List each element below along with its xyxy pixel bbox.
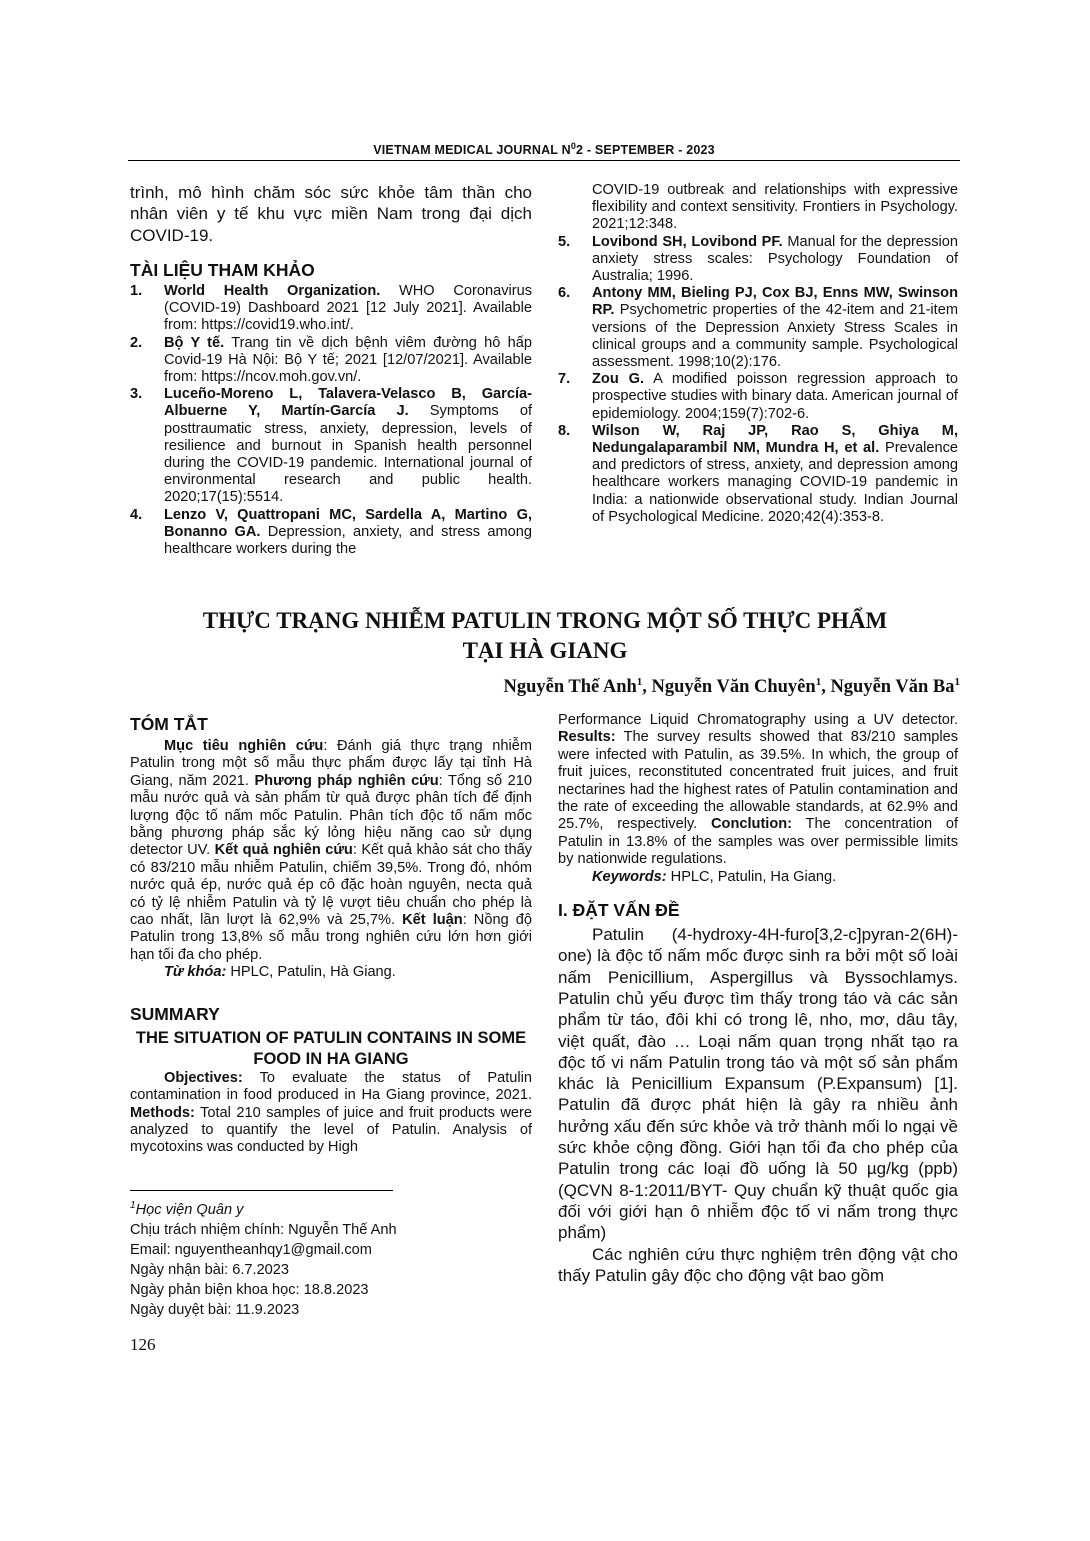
article-title-line-1: THỰC TRẠNG NHIỄM PATULIN TRONG MỘT SỐ THỰC PHẨM: [202, 608, 888, 633]
prev-article-right-column: [558, 182, 958, 526]
intro-heading: I. ĐẶT VẤN ĐỀ: [558, 900, 680, 921]
vn-methods-label: Phương pháp nghiên cứu: [254, 772, 439, 789]
reference-text: Trang tin về dịch bệnh viêm đường hô hấp Covid-19 Hà Nội: Bộ Y tế; 2021 [12/07/2021]. Available from: https://ncov.moh.gov.vn/.: [164, 334, 532, 385]
vn-abstract-body: [130, 738, 532, 964]
reference-authors: Bộ Y tế.: [164, 334, 225, 351]
en-conclusion-text: The concentration of Patulin in 13.8% of the samples was over permissible limits by nationwide regulations.: [558, 816, 958, 868]
en-methods-label: Methods:: [130, 1104, 195, 1121]
running-header: [128, 140, 960, 157]
vn-keywords: [130, 964, 532, 981]
en-results-label: Results:: [558, 729, 616, 746]
article-left-column: [130, 714, 532, 1157]
reference-text: Prevalence and predictors of stress, anxiety, and depression among healthcare workers managing COVID-19 pandemic in India: a nationwide observational study. Indian Journal of Psychological Medicine. 2020;42(4):353-8.: [592, 440, 958, 525]
reference-text: WHO Coronavirus (COVID-19) Dashboard 2021 [12 July 2021]. Available from: https://covid19.who.int/.: [164, 282, 533, 334]
footnote-email: Email: nguyentheanhqy1@gmail.com: [130, 1242, 372, 1258]
author-affiliation-sup: 1: [636, 675, 643, 688]
footnote-corresponding: Chịu trách nhiệm chính: Nguyễn Thế Anh: [130, 1222, 397, 1238]
article-title-line-2: TẠI HÀ GIANG: [462, 638, 628, 663]
reference-item: [558, 371, 958, 423]
article-authors: [503, 677, 960, 698]
reference-number: 4.: [130, 506, 143, 523]
en-methods-continued: Performance Liquid Chromatography using a UV detector.: [558, 712, 958, 728]
summary-title: THE SITUATION OF PATULIN CONTAINS IN SOME FOOD IN HA GIANG: [135, 1028, 527, 1068]
journal-issue: 2 - SEPTEMBER - 2023: [576, 143, 715, 157]
prev-article-continuation: trình, mô hình chăm sóc sức khỏe tâm thần cho nhân viên y tế khu vực miền Nam trong đại dịch COVID-19.: [130, 183, 532, 245]
summary-body-part-2: [558, 712, 958, 869]
reference-authors: Lovibond SH, Lovibond PF.: [592, 233, 783, 250]
reference-number: 5.: [558, 233, 571, 250]
vn-objective-label: Mục tiêu nghiên cứu: [164, 738, 324, 754]
reference-item: [130, 335, 532, 387]
footnote: [130, 1200, 530, 1320]
reference-item: [558, 285, 958, 371]
reference-authors: Lenzo V, Quattropani MC, Sardella A, Martino G, Bonanno GA.: [164, 506, 532, 540]
reference-number: 3.: [130, 386, 143, 403]
footnote-affiliation-text: Học viện Quân y: [135, 1202, 244, 1218]
reference-item: [130, 283, 532, 335]
reference-text: Psychometric properties of the 42-item and 21-item versions of the Depression Anxiety Stress Scales in clinical groups and a community sample. Psychological assessment. 1998;10(2):176.: [592, 302, 958, 371]
footnote-received: Ngày nhận bài: 6.7.2023: [130, 1262, 290, 1278]
reference-item: [558, 423, 958, 526]
author-name: Nguyễn Văn Chuyên: [651, 677, 816, 697]
reference-authors: Luceño-Moreno L, Talavera-Velasco B, García-Albuerne Y, Martín-García J.: [164, 386, 532, 420]
footnote-aff-sup: 1: [130, 1200, 136, 1212]
author-affiliation-sup: 1: [954, 675, 960, 688]
vn-results-label: Kết quả nghiên cứu: [214, 842, 353, 859]
author-separator: ,: [821, 677, 831, 697]
vn-conclusion-label: Kết luận: [402, 912, 463, 929]
vn-methods-text: : Tổng số 210 mẫu nước quả và sản phẩm từ quả được phân tích để định lượng độc tố nấm mốc Patulin. Phân tích độc tố nấm mốc bằng phương pháp sắc ký lỏng hiệu năng cao sử dụng detector UV.: [130, 772, 533, 859]
author-name: Nguyễn Văn Ba: [830, 677, 955, 697]
footnote-reviewed: Ngày phản biện khoa học: 18.8.2023: [130, 1282, 369, 1298]
reference-item: [558, 234, 958, 286]
en-methods-text: Total 210 samples of juice and fruit products were analyzed to quantify the level of Patulin. Analysis of mycotoxins was conducted by High: [130, 1104, 532, 1156]
reference-text: Depression, anxiety, and stress among healthcare workers during the: [164, 523, 532, 557]
article-right-column: [558, 712, 958, 1286]
vn-abstract-heading: TÓM TẮT: [130, 714, 208, 734]
reference-text: A modified poisson regression approach to prospective studies with binary data. American journal of epidemiology. 2004;159(7):702-6.: [592, 371, 958, 422]
en-keywords-label: Keywords:: [592, 868, 667, 885]
reference-text: Symptoms of posttraumatic stress, anxiety, depression, levels of resilience and burnout in Spanish health personnel during the COVID-19 pandemic. International journal of environmental research and public health. 2020;17(15):5514.: [164, 403, 532, 506]
vn-keywords-label: Từ khóa:: [164, 964, 227, 981]
vn-conclusion-text: : Nồng độ Patulin trong 13,8% số mẫu trong nghiên cứu lớn hơn giới hạn tối đa cho phép.: [130, 912, 532, 963]
en-objectives-text: To evaluate the status of Patulin contamination in food produced in Ha Giang province, 2021.: [130, 1069, 532, 1104]
reference-item: [558, 182, 958, 234]
reference-number: 2.: [130, 334, 143, 351]
article-title: [140, 606, 950, 666]
reference-number: 7.: [558, 371, 571, 388]
en-results-text: The survey results showed that 83/210 samples were infected with Patulin, as 39.5%. In which, the group of fruit juices, reconstituted concentrated fruit juices, and fruit nectarines had the highest rates of Patulin contamination and the rate of exceeding the allowable standards, at 62.9% and 25.7%, respectively.: [558, 729, 958, 833]
author-separator: ,: [642, 677, 652, 697]
en-objectives-label: Objectives:: [164, 1069, 243, 1086]
references-list-left: [130, 283, 532, 558]
reference-number: 6.: [558, 285, 571, 302]
reference-item: [130, 386, 532, 506]
author-affiliation-sup: 1: [815, 675, 822, 688]
en-conclusion-label: Conclution:: [710, 816, 793, 833]
reference-item: [130, 507, 532, 559]
intro-paragraph-1: Patulin (4-hydroxy-4H-furo[3,2-c]pyran-2(6H)-one) là độc tố nấm mốc được sinh ra bởi một số loài nấm Penicillium, Aspergillus và Byssochlamys. Patulin chủ yếu được tìm thấy trong táo và các sản phẩm từ táo, đôi khi có trong lê, nho, mơ, dâu tây, việt quất, đào … Loại nấm quan trọng nhất tạo ra độc tố vi nấm Patulin trong táo và một số sản phẩm khác là Penicillium Expansum (P.Expansum) [1]. Patulin đã được phát hiện là gây ra nhiều ảnh hưởng xấu đến sức khỏe và trở thành mối lo ngại về sức khỏe cộng đồng. Giới hạn tối đa cho phép của Patulin trong các loại đồ uống là 50 µg/kg (ppb) (QCVN 8-1:2011/BYT- Quy chuẩn kỹ thuật quốc gia đối với giới hạn ô nhiễm độc tố vi nấm trong thực phẩm): [558, 925, 958, 1243]
vn-objective-text: : Đánh giá thực trạng nhiễm Patulin trong một số mẫu thực phẩm được lấy tại tỉnh Hà Giang, năm 2021.: [130, 738, 532, 789]
intro-paragraph-2: Các nghiên cứu thực nghiệm trên động vật cho thấy Patulin gây độc cho động vật bao gồm: [558, 1244, 958, 1285]
en-keywords-text: HPLC, Patulin, Ha Giang.: [666, 868, 837, 885]
reference-authors: Wilson W, Raj JP, Rao S, Ghiya M, Nedungalaparambil NM, Mundra H, et al.: [592, 422, 958, 457]
reference-number: 1.: [130, 282, 143, 299]
journal-number-sup: 0: [570, 140, 577, 151]
reference-authors: World Health Organization.: [164, 282, 381, 299]
reference-text: COVID-19 outbreak and relationships with expressive flexibility and context sensitivity. Frontiers in Psychology. 2021;12:348.: [592, 182, 958, 233]
footnote-affiliation: [130, 1200, 530, 1220]
reference-number: 8.: [558, 422, 571, 439]
references-heading: TÀI LIỆU THAM KHẢO: [130, 259, 315, 280]
summary-body-part-1: [130, 1070, 532, 1157]
references-list-right: [558, 182, 958, 526]
vn-keywords-text: HPLC, Patulin, Hà Giang.: [226, 964, 396, 981]
reference-authors: Zou G.: [592, 371, 645, 388]
reference-authors: Antony MM, Bieling PJ, Cox BJ, Enns MW, Swinson RP.: [592, 285, 958, 319]
page-number: 126: [130, 1335, 156, 1354]
author-name: Nguyễn Thế Anh: [503, 677, 637, 697]
reference-text: Manual for the depression anxiety stress scales: Psychology Foundation of Australia; 1996.: [592, 233, 958, 285]
footnote-rule: [130, 1190, 393, 1191]
vn-results-text: : Kết quả khảo sát cho thấy có 83/210 mẫu nhiễm Patulin, chiếm 39,5%. Trong đó, nhóm nước quả ép, nước quả ép cô đặc hoàn nguyên, necta quả có tỷ lệ nhiễm Patulin và tỷ lệ vượt tiêu chuẩn cho phép là cao nhất, lần lượt là 62,9% và 25,7%.: [130, 842, 533, 929]
en-keywords: [558, 869, 958, 886]
footnote-accepted: Ngày duyệt bài: 11.9.2023: [130, 1302, 300, 1318]
summary-heading: SUMMARY: [130, 1003, 220, 1024]
header-rule: [128, 160, 960, 161]
journal-name: VIETNAM MEDICAL JOURNAL N: [373, 143, 571, 157]
prev-article-left-column: [130, 182, 532, 558]
